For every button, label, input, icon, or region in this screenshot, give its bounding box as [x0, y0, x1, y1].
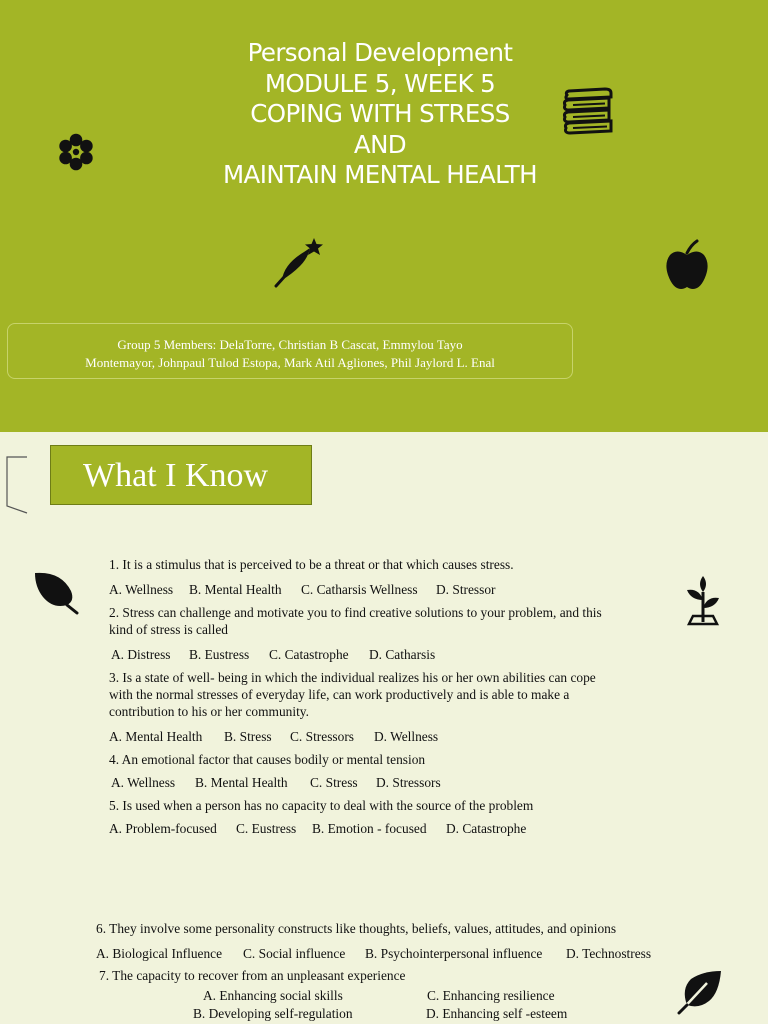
question-3-line: contribution to his or her community.: [109, 704, 309, 719]
question-3-line: 3. Is a state of well- being in which the individual realizes his or her own abilities can cope: [109, 670, 596, 685]
leaf-icon: [33, 571, 79, 615]
question-7-option-c: C. Enhancing resilience: [427, 988, 555, 1003]
question-4-options: [111, 774, 441, 791]
question-7-option-a: A. Enhancing social skills: [203, 988, 343, 1003]
title-line-3: COPING WITH STRESS: [250, 99, 510, 128]
option: D. Wellness: [374, 729, 439, 744]
option: C. Catharsis Wellness: [301, 582, 418, 597]
question-6-options: [96, 945, 651, 962]
question-7: 7. The capacity to recover from an unpleasant experience: [99, 968, 406, 983]
section-title: What I Know: [50, 445, 312, 505]
question-2-line: 2. Stress can challenge and motivate you to find creative solutions to your problem, and this: [109, 605, 602, 620]
title-line-1: Personal Development: [247, 38, 513, 67]
question-7-option-d: D. Enhancing self -esteem: [426, 1006, 568, 1021]
option: B. Emotion - focused: [312, 821, 427, 836]
books-icon: [561, 87, 615, 137]
members-line-2: Montemayor, Johnpaul Tulod Estopa, Mark Atil Agliones, Phil Jaylord L. Enal: [85, 355, 495, 370]
title-line-5: MAINTAIN MENTAL HEALTH: [223, 160, 537, 189]
seedling-icon: [683, 574, 723, 626]
option: B. Mental Health: [195, 775, 288, 790]
question-4: 4. An emotional factor that causes bodily or mental tension: [109, 752, 426, 767]
option: A. Distress: [111, 647, 171, 662]
option: B. Eustress: [189, 647, 250, 662]
option: D. Technostress: [566, 946, 652, 961]
title-line-4: AND: [353, 129, 407, 159]
question-5: 5. Is used when a person has no capacity to deal with the source of the problem: [109, 798, 534, 813]
question-1-options: [109, 581, 496, 598]
flower-icon: [56, 132, 96, 172]
question-3: [109, 669, 596, 720]
question-2-options: [111, 646, 435, 663]
option: D. Stressor: [436, 582, 496, 597]
option: A. Problem-focused: [109, 821, 217, 836]
feather-pen-icon: [274, 236, 328, 290]
leaf-outline-icon: [677, 969, 723, 1015]
option: A. Wellness: [109, 582, 174, 597]
option: C. Stressors: [290, 729, 354, 744]
option: A. Biological Influence: [96, 946, 223, 961]
option: C. Stress: [310, 775, 358, 790]
question-2-line: kind of stress is called: [109, 622, 229, 637]
option: B. Mental Health: [189, 582, 282, 597]
apple-icon: [665, 239, 709, 291]
option: C. Social influence: [243, 946, 346, 961]
option: B. Psychointerpersonal influence: [365, 946, 543, 961]
page-title: [140, 38, 620, 191]
option: D. Catastrophe: [446, 821, 527, 836]
option: D. Stressors: [376, 775, 441, 790]
question-2: [109, 604, 602, 638]
bracket-decoration: [6, 456, 28, 514]
question-5-options: [109, 820, 526, 837]
option: A. Wellness: [111, 775, 176, 790]
question-3-line: with the normal stresses of everyday life, can work productively and is able to make a: [109, 687, 570, 702]
question-7-option-b: B. Developing self-regulation: [193, 1006, 353, 1021]
option: C. Catastrophe: [269, 647, 349, 662]
question-3-options: [109, 728, 438, 745]
option: C. Eustress: [236, 821, 297, 836]
question-1: 1. It is a stimulus that is perceived to be a threat or that which causes stress.: [109, 557, 514, 572]
option: D. Catharsis: [369, 647, 436, 662]
members-line-1: Group 5 Members: DelaTorre, Christian B Cascat, Emmylou Tayo: [117, 337, 463, 352]
group-members-box: [7, 323, 573, 379]
title-header: [0, 0, 768, 432]
option: A. Mental Health: [109, 729, 203, 744]
question-6: 6. They involve some personality constructs like thoughts, beliefs, values, attitudes, and opinions: [96, 921, 617, 936]
title-line-2: MODULE 5, WEEK 5: [264, 68, 496, 98]
option: B. Stress: [224, 729, 272, 744]
